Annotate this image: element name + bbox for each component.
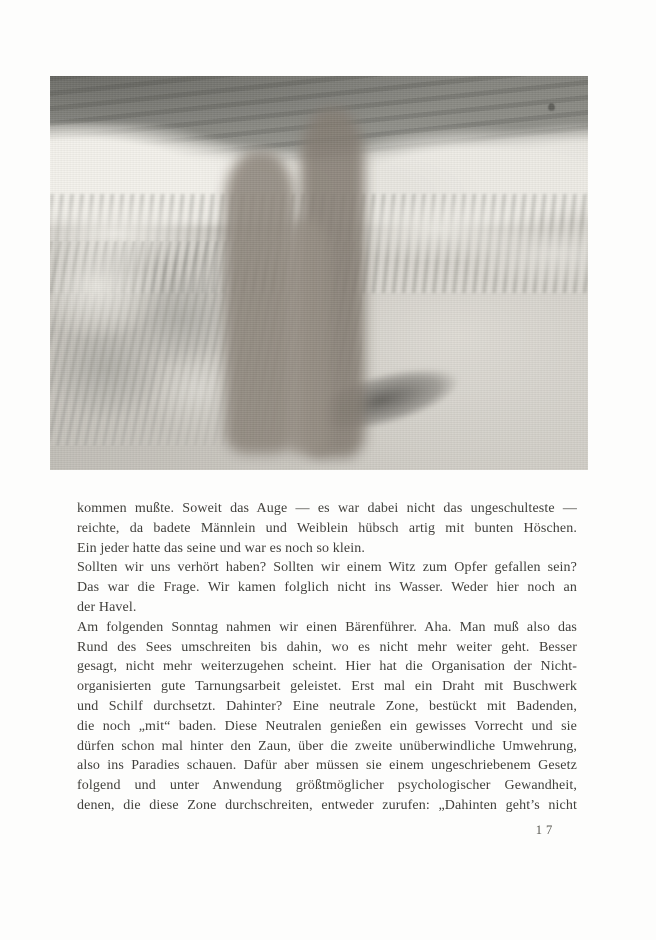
- text-line: Sollten wir uns verhört haben? Sollten wir einem Witz zum Opfer gefallen sein?: [77, 560, 577, 576]
- photo-grain-overlay: [50, 76, 588, 470]
- text-line: Das war die Frage. Wir kamen folglich nicht ins Wasser. Weder hier noch an: [77, 580, 577, 596]
- beach-photograph: [50, 76, 588, 470]
- text-line: reichte, da badete Männlein und Weiblein hübsch artig mit bunten Höschen.: [77, 520, 577, 536]
- text-line: also ins Paradies schauen. Dafür aber müssen sie einem ungeschriebenem Gesetz: [77, 758, 577, 774]
- text-line: gesagt, nicht mehr weiterzugehen scheint. Hier hat die Organisation der Nicht-: [77, 659, 577, 675]
- text-line: Rund des Sees umschreiten bis dahin, wo es nicht mehr weiter geht. Besser: [77, 639, 577, 655]
- paragraph-1: [77, 499, 577, 558]
- body-text: [77, 499, 577, 816]
- text-line: denen, die diese Zone durchschreiten, entweder zurufen: „Dahinten geht’s nicht: [77, 797, 577, 813]
- text-line: Am folgenden Sonntag nahmen wir einen Bärenführer. Aha. Man muß also das: [77, 619, 577, 635]
- text-line: Ein jeder hatte das seine und war es noch so klein.: [77, 540, 365, 556]
- text-line: und Schilf durchsetzt. Dahinter? Eine neutrale Zone, bestückt mit Badenden,: [77, 698, 577, 714]
- text-line: kommen mußte. Soweit das Auge — es war dabei nicht das ungeschulteste —: [77, 501, 577, 516]
- paragraph-2: [77, 558, 577, 617]
- text-line: folgend und unter Anwendung größtmöglicher psychologischer Gewandheit,: [77, 778, 577, 794]
- text-line: der Havel.: [77, 599, 137, 615]
- text-line: dürfen schon mal hinter den Zaun, über die zweite unüberwindliche Umwehrung,: [77, 738, 577, 754]
- paragraph-3: [77, 618, 577, 816]
- text-line: organisierten gute Tarnungsarbeit geleistet. Erst mal ein Draht mit Buschwerk: [77, 679, 577, 695]
- page-number: 17: [535, 823, 557, 837]
- text-line: die noch „mit“ baden. Diese Neutralen genießen ein gewisses Vorrecht und sie: [77, 718, 577, 734]
